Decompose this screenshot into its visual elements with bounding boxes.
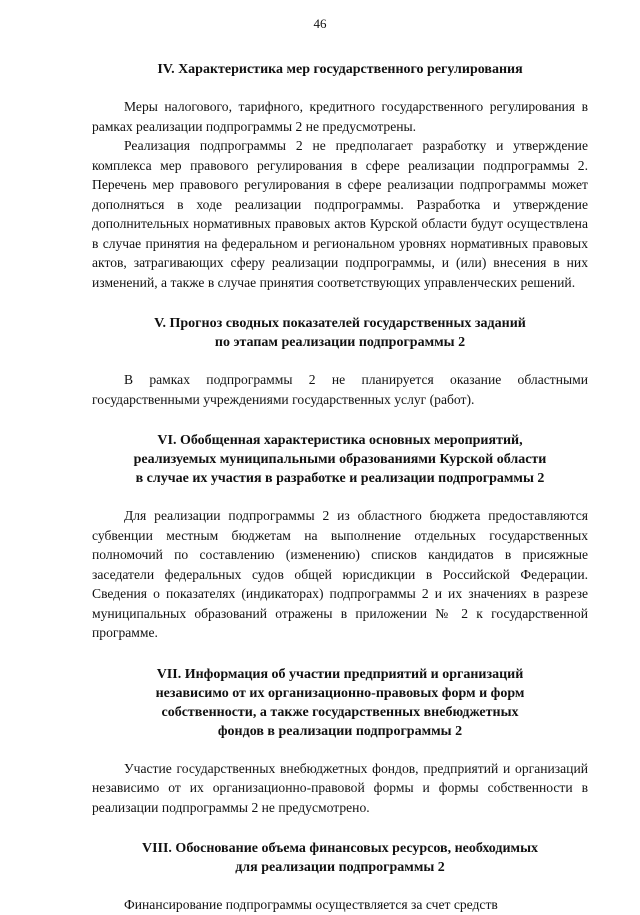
section-6-body xyxy=(92,506,588,643)
section-6-heading-line: реализуемых муниципальными образованиями Курской области xyxy=(133,452,547,467)
section-5-paragraph: В рамках подпрограммы 2 не планируется оказание областными государственными учреждениями государственных услуг (работ). xyxy=(92,372,588,407)
section-5-heading-line: V. Прогноз сводных показателей государственных заданий xyxy=(154,316,526,331)
page-number: 46 xyxy=(313,16,327,31)
section-4-paragraph: Реализация подпрограммы 2 не предполагает разработку и утверждение комплекса мер правового регулирования в сфере реализации подпрограммы 2. Перечень мер правового регулирования в сфере реализации подпрограммы может дополняться в ходе реализации подпрограммы. Разработка и утверждение дополнительных нормативных правовых актов Курской области будут осуществлена в случае принятия на федеральном и региональном уровнях нормативных правовых актов, затрагивающих сферу реализации подпрограммы, и (или) внесения в них изменений, а также в случае принятия соответствующих управленческих решений. xyxy=(92,138,588,290)
section-6-heading xyxy=(92,431,588,488)
section-7-paragraph: Участие государственных внебюджетных фондов, предприятий и организаций независимо от их организационно-правовой формы и формы собственности в реализации подпрограммы 2 не предусмотрено. xyxy=(92,760,588,815)
section-8-paragraph: Финансирование подпрограммы осуществляется за счет средств xyxy=(124,897,498,912)
section-5-heading xyxy=(92,314,588,352)
section-6-heading-line: VI. Обобщенная характеристика основных мероприятий, xyxy=(157,433,523,448)
section-7-heading-line: фондов в реализации подпрограммы 2 xyxy=(217,723,463,739)
section-5-heading-line: по этапам реализации подпрограммы 2 xyxy=(214,335,466,350)
section-7-body xyxy=(92,759,588,818)
section-6-heading-line: в случае их участия в разработке и реализации подпрограммы 2 xyxy=(135,471,545,486)
section-8-heading-line: для реализации подпрограммы 2 xyxy=(235,860,445,875)
section-8-heading-line: VIII. Обоснование объема финансовых ресурсов, необходимых xyxy=(141,841,539,856)
section-5-body xyxy=(92,370,588,409)
section-7-heading-line: VII. Информация об участии предприятий и организаций xyxy=(156,666,524,682)
section-6-paragraph: Для реализации подпрограммы 2 из областного бюджета предоставляются субвенции местным бюджетам на выполнение отдельных государственных полномочий по составлению (изменению) списков кандидатов в присяжные заседатели федеральных судов общей юрисдикции в Российской Федерации. Сведения о показателях (индикаторах) подпрограммы 2 и их значениях в разрезе муниципальных образований отражены в приложении № 2 к государственной программе. xyxy=(92,508,588,640)
section-4-heading xyxy=(92,60,588,79)
section-4-paragraph: Меры налогового, тарифного, кредитного государственного регулирования в рамках реализации подпрограммы 2 не предусмотрены. xyxy=(92,99,588,134)
section-8-heading xyxy=(92,839,588,877)
section-4-body xyxy=(92,97,588,292)
page-content xyxy=(92,60,588,915)
section-7-heading xyxy=(92,665,588,741)
section-7-heading-line: независимо от их организационно-правовых форм и форм xyxy=(155,685,525,701)
section-4-heading-line: IV. Характеристика мер государственного регулирования xyxy=(157,62,523,77)
section-7-heading-line: собственности, а также государственных внебюджетных xyxy=(161,704,519,720)
